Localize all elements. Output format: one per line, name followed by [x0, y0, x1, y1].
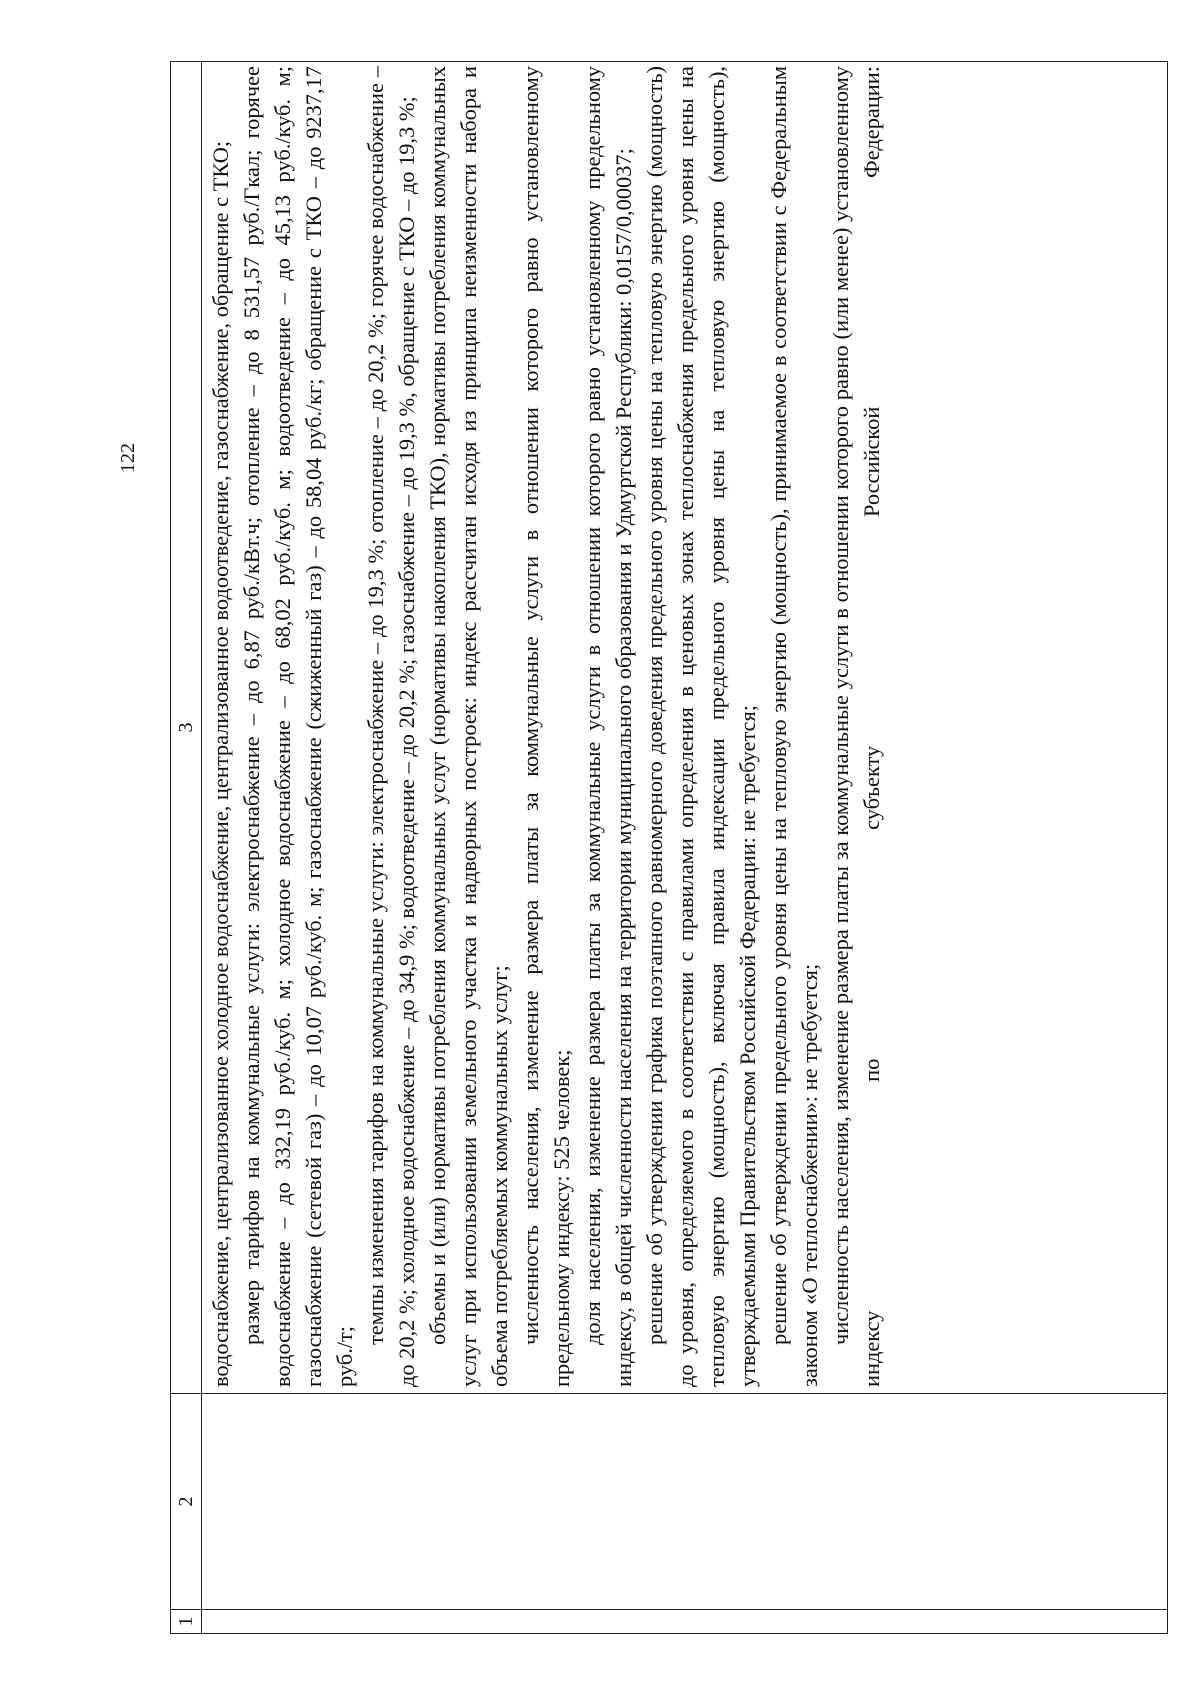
paragraph-services-list: водоснабжение, централизованное холодное водоснабжение, централизованное водоотведение, газоснабжение, обращение с ТКО; — [208, 140, 233, 1387]
table-row — [202, 62, 1168, 1634]
rotated-page — [170, 62, 1168, 1634]
table-cell-col-3 — [202, 62, 1168, 1394]
paragraph-heat-schedule-decision: решение об утверждении графика поэтапного равномерного доведения предельного уровня цены на тепловую энергию (мощность) до уровня, определяемого в соответствии с правилами определения в ценовых зонах теплоснабжения предельного уровня цены на тепловую энергию (мощность), включая правила индексации предельного уровня цены на тепловую энергию (мощность), утверждаемыми Правительством Российской Федерации: не требуется; — [642, 66, 760, 1387]
table-cell-col-2 — [202, 1394, 1168, 1610]
table-header-row — [171, 62, 202, 1634]
paragraph-population-subject: численность населения, изменение размера платы за коммунальные услуги в отношении которого равно (или менее) установленному индексу по субъекту Российской Федерации: — [828, 66, 884, 1387]
paragraph-population-count: численность населения, изменение размера платы за коммунальные услуги в отношении которого равно установленному предельному индексу: 525 человек; — [518, 66, 574, 1387]
table-cell-col-1 — [202, 1610, 1168, 1634]
page-number: 122 — [117, 443, 139, 473]
table-header-col-3: 3 — [171, 62, 202, 1394]
paragraph-population-share: доля населения, изменение размера платы за коммунальные услуги в отношении которого равно установленному предельному индексу, в общей численности населения на территории муниципального образования и Удмуртской Республики: 0,0157/0,00037; — [580, 66, 636, 1387]
paragraph-tariff-sizes: размер тарифов на коммунальные услуги: электроснабжение – до 6,87 руб./кВт.ч; отопление – до 8 531,57 руб./Гкал; горячее водоснабжение – до 332,19 руб./куб. м; холодное водоснабжение – до 68,02 руб./куб. м; водоотведение – до 45,13 руб./куб. м; газоснабжение (сетевой газ) – до 10,07 руб./куб. м; газоснабжение (сжиженный газ) – до 58,04 руб./кг; обращение с ТКО – до 9237,17 руб./т; — [239, 66, 357, 1387]
paragraph-heat-price-decision: решение об утверждении предельного уровня цены на тепловую энергию (мощность), принимаемое в соответствии с Федеральным законом «О теплоснабжении»: не требуется; — [766, 66, 822, 1387]
paragraph-tariff-rates: темпы изменения тарифов на коммунальные услуги: электроснабжение – до 19,3 %; отопление – до 20,2 %; горячее водоснабжение – до 20,2 %; холодное водоснабжение – до 34,9 %; водоотведение – до 20,2 %; газоснабжение – до 19,3 %, обращение с ТКО – до 19,3 %; — [363, 66, 419, 1387]
table-header-col-2: 2 — [171, 1394, 202, 1610]
paragraph-consumption-norms: объемы и (или) нормативы потребления коммунальных услуг (нормативы накопления ТКО), нормативы потребления коммунальных услуг при использовании земельного участка и надворных построек: индекс рассчитан исходя из принципа неизменности набора и объема потребляемых коммунальных услуг; — [425, 66, 512, 1387]
document-table — [170, 61, 1168, 1634]
table-header-col-1: 1 — [171, 1610, 202, 1634]
